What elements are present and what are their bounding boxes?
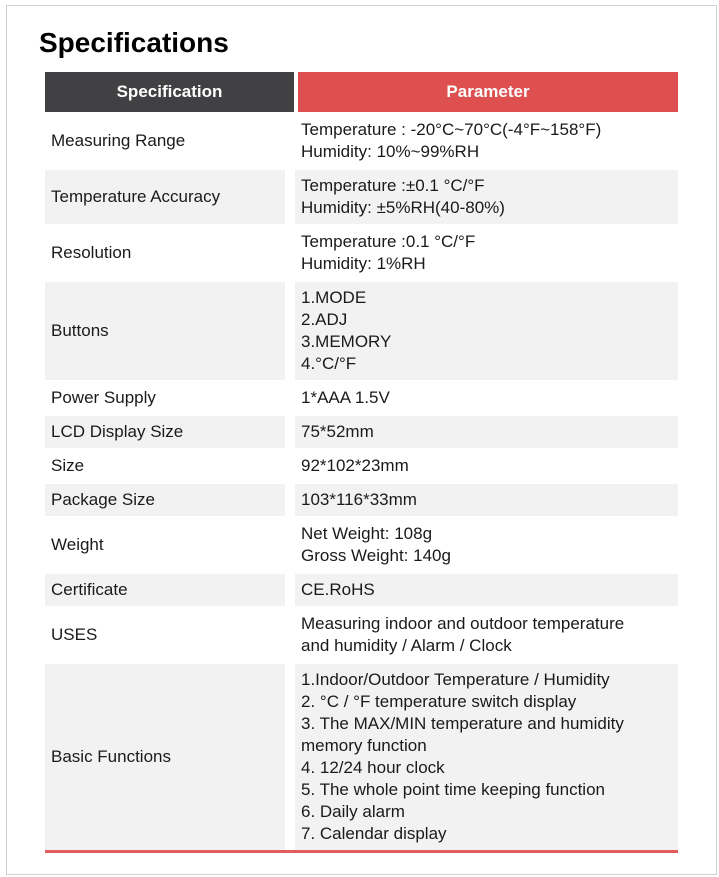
parameter-column-header: Parameter: [298, 72, 678, 112]
param-cell: [295, 664, 678, 850]
param-cell: [295, 416, 678, 448]
param-cell: [295, 574, 678, 606]
spec-cell: Size: [51, 456, 85, 475]
spec-cell: Resolution: [51, 243, 132, 262]
table-row: [45, 484, 678, 516]
param-cell: [295, 450, 678, 482]
param-line: Humidity: 1%RH: [301, 254, 426, 273]
param-line: 4. 12/24 hour clock: [301, 758, 445, 777]
column-divider: [285, 608, 295, 662]
page-content: [39, 27, 678, 853]
spec-cell: Basic Functions: [45, 664, 285, 850]
param-line: 2.ADJ: [301, 310, 348, 329]
param-line: 5. The whole point time keeping function: [301, 780, 605, 799]
specification-column-header: Specification: [45, 72, 294, 112]
spec-cell: USES: [51, 625, 98, 644]
param-cell: [295, 608, 678, 662]
specifications-table: [45, 72, 678, 853]
table-body: [45, 114, 678, 850]
column-divider: [285, 382, 295, 414]
param-line: 1.Indoor/Outdoor Temperature / Humidity: [301, 670, 610, 689]
param-cell: [295, 282, 678, 380]
param-line: 92*102*23mm: [301, 456, 409, 475]
param-cell: [295, 518, 678, 572]
table-row: [45, 450, 678, 482]
param-line: CE.RoHS: [301, 580, 375, 599]
spec-cell: Power Supply: [51, 388, 156, 407]
column-divider: [285, 450, 295, 482]
column-divider: [285, 574, 295, 606]
column-divider: [285, 416, 295, 448]
column-divider: [285, 282, 295, 380]
table-row: [45, 226, 678, 280]
table-row: [45, 574, 678, 606]
param-cell: [295, 226, 678, 280]
spec-cell: Measuring Range: [51, 131, 186, 150]
spec-cell: Certificate: [45, 574, 285, 606]
column-divider: [285, 484, 295, 516]
table-row: [45, 382, 678, 414]
param-line: Temperature : -20°C~70°C(-4°F~158°F): [301, 120, 602, 139]
spec-cell: Temperature Accuracy: [45, 170, 285, 224]
param-cell: [295, 114, 678, 168]
param-line: Gross Weight: 140g: [301, 546, 451, 565]
param-line: 3.MEMORY: [301, 332, 392, 351]
spec-cell: Weight: [51, 535, 104, 554]
table-row: [45, 170, 678, 224]
table-row: [45, 282, 678, 380]
param-line: 1.MODE: [301, 288, 367, 307]
param-line: 1*AAA 1.5V: [301, 388, 390, 407]
spec-cell: LCD Display Size: [45, 416, 285, 448]
table-row: [45, 608, 678, 662]
table-header-row: [45, 72, 678, 112]
param-line: Measuring indoor and outdoor temperature: [301, 614, 625, 633]
param-line: 7. Calendar display: [301, 824, 447, 843]
param-line: Humidity: ±5%RH(40-80%): [301, 198, 505, 217]
column-divider: [285, 226, 295, 280]
column-divider: [285, 664, 295, 850]
param-line: 2. °C / °F temperature switch display: [301, 692, 577, 711]
column-divider: [285, 518, 295, 572]
page-title: Specifications: [39, 27, 229, 58]
table-row: [45, 518, 678, 572]
param-line: Net Weight: 108g: [301, 524, 433, 543]
param-line: memory function: [301, 736, 427, 755]
param-line: Temperature :0.1 °C/°F: [301, 232, 476, 251]
param-line: Humidity: 10%~99%RH: [301, 142, 480, 161]
param-cell: [295, 382, 678, 414]
param-line: 6. Daily alarm: [301, 802, 405, 821]
spec-cell: Package Size: [45, 484, 285, 516]
param-line: Temperature :±0.1 °C/°F: [301, 176, 485, 195]
table-row: [45, 416, 678, 448]
column-divider: [285, 114, 295, 168]
param-cell: [295, 170, 678, 224]
param-line: 4.°C/°F: [301, 354, 357, 373]
param-line: 75*52mm: [301, 422, 374, 441]
param-line: 3. The MAX/MIN temperature and humidity: [301, 714, 624, 733]
param-line: 103*116*33mm: [301, 490, 417, 509]
table-row: [45, 114, 678, 168]
spec-cell: Buttons: [45, 282, 285, 380]
table-row: [45, 664, 678, 850]
param-line: and humidity / Alarm / Clock: [301, 636, 512, 655]
param-cell: [295, 484, 678, 516]
column-divider: [285, 170, 295, 224]
